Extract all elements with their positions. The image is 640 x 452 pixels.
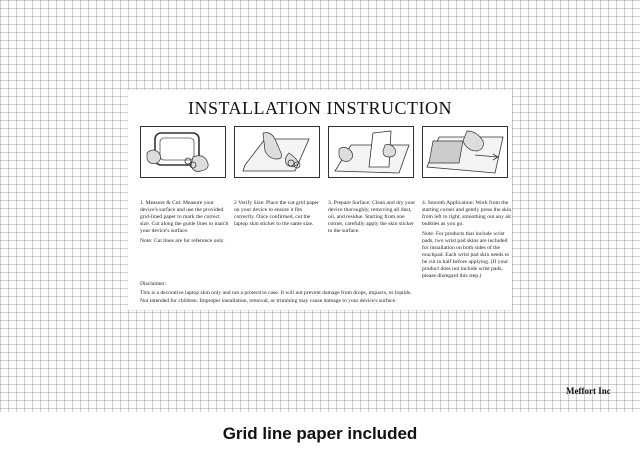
step-2-text <box>234 200 324 231</box>
instruction-title: INSTALLATION INSTRUCTION <box>187 98 453 118</box>
step-2-description: 2 Verify Size: Place the cut grid paper on your device to ensure it fits correctly. Once confirmed, cut the laptop skin sticker to the same size. <box>234 200 319 227</box>
step-1-text <box>140 200 230 248</box>
step-3-description: 3. Prepare Surface: Clean and dry your device thoroughly, removing all dust, oil, and residue. Starting from one corner, carefully apply the skin sticker to the surface. <box>328 200 416 234</box>
disclaimer-line-2: Not intended for children. Improper installation, removal, or trimming may cause damage to your device's surface. <box>140 297 397 304</box>
disclaimer <box>140 281 502 305</box>
step-4-text <box>422 200 512 283</box>
step-4-note: Note: For products that include wrist pads, two wrist pad skins are included for installation on both sides of the touchpad. Each wrist pad skin needs to be cut in half before applying. (If your product does not include wrist pads, please disregard this step.) <box>422 230 510 279</box>
step-1-description: 1. Measure & Cut: Measure your device's surface and use the provided grid-lined paper to mark the correct size. Cut along the guide lines to match your device's surface. <box>140 200 229 234</box>
step-1-note: Note: Cut lines are for reference only. <box>140 237 225 244</box>
step-4-description: 4. Smooth Application: Work from the starting corner and gently press the skin from left to right, smoothing out any air bubbles as you go. <box>422 200 512 227</box>
smooth-application-illustration <box>422 126 508 178</box>
prepare-surface-illustration <box>328 126 414 178</box>
brand-name: Meffort Inc <box>566 386 611 396</box>
instruction-card <box>128 90 512 310</box>
disclaimer-line-1: This is a decorative laptop skin only and not a protective case. It will not prevent damage from drops, impacts, or liquids. <box>140 290 412 297</box>
caption: Grid line paper included <box>222 424 418 443</box>
disclaimer-heading: Disclaimer: <box>140 281 167 287</box>
measure-cut-illustration <box>140 126 226 178</box>
verify-size-illustration <box>234 126 320 178</box>
step-3-text <box>328 200 418 238</box>
